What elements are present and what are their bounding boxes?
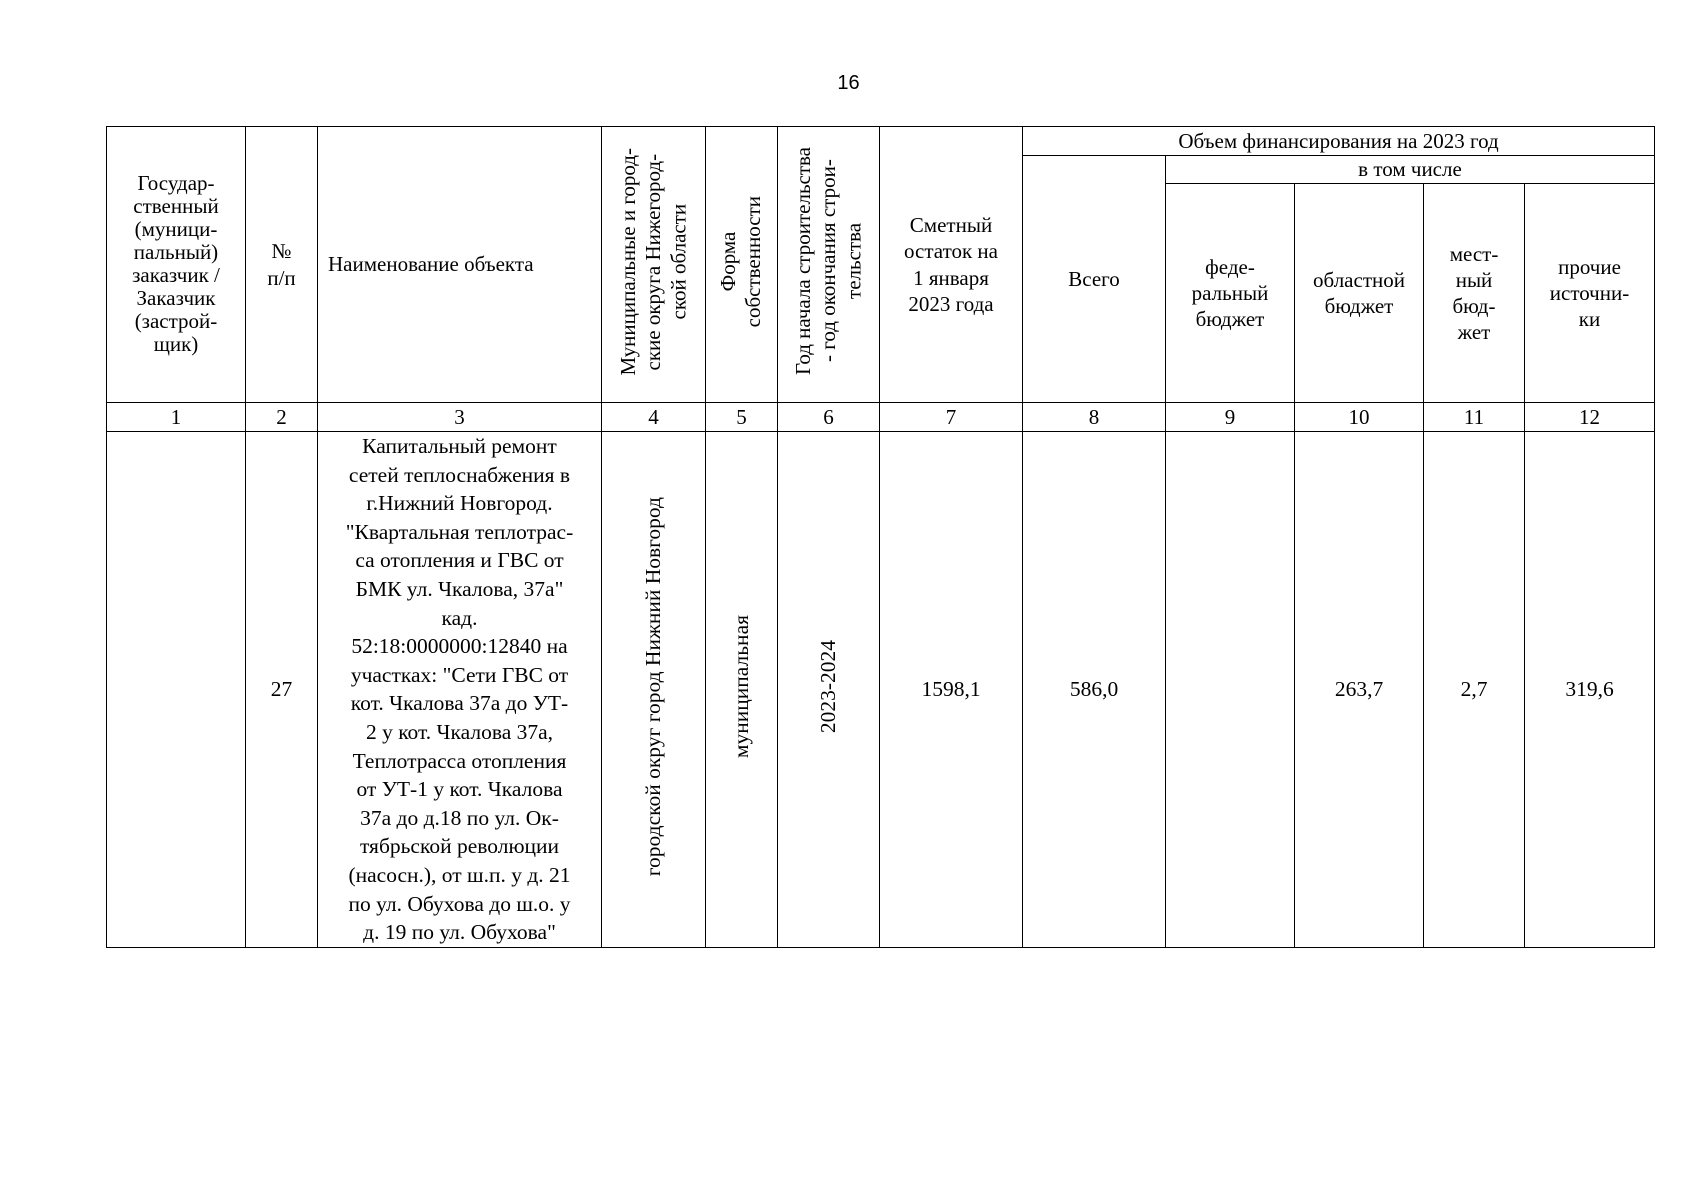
header-including-label: в том числе bbox=[1358, 157, 1462, 182]
column-number: 5 bbox=[706, 403, 778, 432]
header-federal bbox=[1166, 184, 1295, 403]
column-number: 2 bbox=[246, 403, 318, 432]
header-federal-label: феде- ральный бюджет bbox=[1191, 254, 1269, 332]
column-number: 12 bbox=[1525, 403, 1655, 432]
column-number: 9 bbox=[1166, 403, 1295, 432]
header-years bbox=[778, 127, 880, 403]
row-customer bbox=[107, 432, 246, 948]
construction-objects-table bbox=[106, 126, 1655, 948]
header-regional bbox=[1295, 184, 1424, 403]
header-estimate bbox=[880, 127, 1023, 403]
header-municipality bbox=[602, 127, 706, 403]
row-number: 27 bbox=[246, 432, 318, 948]
row-ownership bbox=[706, 432, 778, 948]
row-municipality-text: городской округ город Нижний Новгород bbox=[640, 496, 665, 876]
row-federal bbox=[1166, 432, 1295, 948]
column-number: 11 bbox=[1424, 403, 1525, 432]
row-other: 319,6 bbox=[1525, 432, 1655, 948]
header-local bbox=[1424, 184, 1525, 403]
header-ownership-label: Форма собственности bbox=[716, 195, 766, 328]
header-total-label: Всего bbox=[1068, 266, 1120, 291]
header-years-label: Год начала строительства - год окончания строи- тельства bbox=[790, 147, 866, 376]
header-including bbox=[1166, 156, 1655, 184]
row-ownership-text: муниципальная bbox=[728, 614, 753, 758]
row-regional: 263,7 bbox=[1295, 432, 1424, 948]
header-estimate-label: Сметный остаток на 1 января 2023 года bbox=[904, 213, 998, 316]
column-number: 10 bbox=[1295, 403, 1424, 432]
row-object-name bbox=[318, 432, 602, 948]
row-local: 2,7 bbox=[1424, 432, 1525, 948]
row-object-name-text: Капитальный ремонт сетей теплоснабжения в г.Нижний Новгород. "Квартальная теплотрас- са отопления и ГВС от БМК ул. Чкалова, 37а" кад. 52:18:0000000:12840 на участках: "Сети ГВС от кот. Чкалова 37а до УТ- 2 у кот. Чкалова 37а, Теплотрасса отопления от УТ-1 у кот. Чкалова 37а до д.18 по ул. Ок- тябрьской революции (насосн.), от ш.п. у д. 21 по ул. Обухова до ш.о. у д. 19 по ул. Обухова" bbox=[345, 434, 574, 945]
table-row bbox=[107, 432, 1655, 948]
column-number: 7 bbox=[880, 403, 1023, 432]
header-other-label: прочие источни- ки bbox=[1549, 254, 1630, 332]
row-years-text: 2023-2024 bbox=[815, 639, 840, 733]
header-regional-label: областной бюджет bbox=[1313, 267, 1405, 318]
row-years bbox=[778, 432, 880, 948]
header-total bbox=[1023, 156, 1166, 403]
page-number: 16 bbox=[837, 72, 860, 94]
header-ownership bbox=[706, 127, 778, 403]
header-customer bbox=[107, 127, 246, 403]
column-number: 6 bbox=[778, 403, 880, 432]
header-name-label: Наименование объекта bbox=[328, 252, 534, 277]
column-numbers-row bbox=[107, 403, 1655, 432]
header-other bbox=[1525, 184, 1655, 403]
header-funding-group-label: Объем финансирования на 2023 год bbox=[1178, 128, 1499, 153]
row-municipality bbox=[602, 432, 706, 948]
row-estimate: 1598,1 bbox=[880, 432, 1023, 948]
row-total: 586,0 bbox=[1023, 432, 1166, 948]
header-name bbox=[318, 127, 602, 403]
column-number: 3 bbox=[318, 403, 602, 432]
header-customer-label: Государ- ственный (муници- пальный) заказчик / Заказчик (застрой- щик) bbox=[132, 170, 220, 357]
column-number: 1 bbox=[107, 403, 246, 432]
header-funding-group bbox=[1023, 127, 1655, 156]
column-number: 4 bbox=[602, 403, 706, 432]
header-local-label: мест- ный бюд- жет bbox=[1449, 241, 1499, 345]
column-number: 8 bbox=[1023, 403, 1166, 432]
header-number-label: № п/п bbox=[267, 239, 296, 290]
header-municipality-label: Муниципальные и город- ские округа Нижегород- ской области bbox=[615, 147, 691, 376]
header-number bbox=[246, 127, 318, 403]
